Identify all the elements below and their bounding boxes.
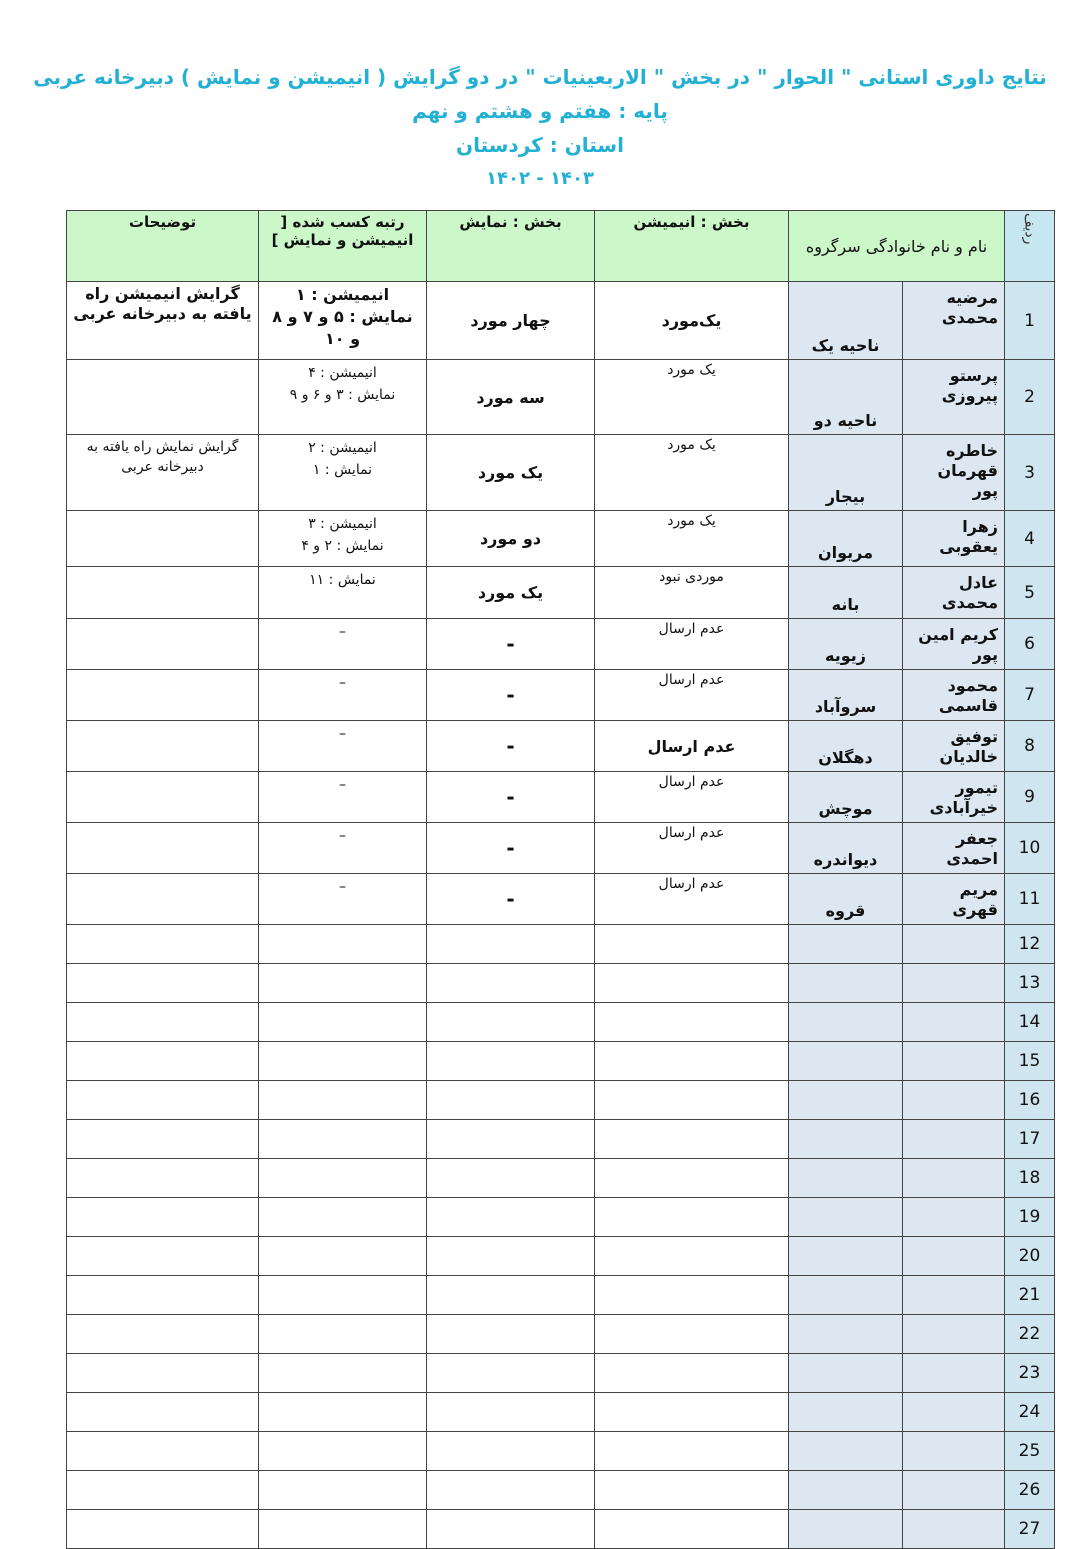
show-count xyxy=(427,1237,595,1276)
region: بیجار xyxy=(789,435,903,511)
region: ناحیه یک xyxy=(789,282,903,360)
page-header xyxy=(0,60,1080,196)
row-number: 22 xyxy=(1005,1315,1055,1354)
animation-count xyxy=(595,1159,789,1198)
col-name: نام و نام خانوادگی سرگروه xyxy=(789,211,1005,282)
show-count: - xyxy=(427,670,595,721)
row-number: 2 xyxy=(1005,360,1055,435)
animation-count: یک مورد xyxy=(595,511,789,567)
rank-cell xyxy=(259,670,427,721)
show-count xyxy=(427,1315,595,1354)
animation-count xyxy=(595,925,789,964)
row-number: 9 xyxy=(1005,772,1055,823)
rank-cell xyxy=(259,874,427,925)
leader-name xyxy=(903,1315,1005,1354)
animation-count xyxy=(595,1276,789,1315)
leader-name xyxy=(903,1081,1005,1120)
description xyxy=(67,1315,259,1354)
animation-count: عدم ارسال xyxy=(595,721,789,772)
animation-count xyxy=(595,1003,789,1042)
rank-show: نمایش : ۳ و ۶ و ۹ xyxy=(289,387,396,403)
row-number: 4 xyxy=(1005,511,1055,567)
region xyxy=(789,925,903,964)
description xyxy=(67,1081,259,1120)
region xyxy=(789,1198,903,1237)
rank-cell xyxy=(259,1237,427,1276)
animation-count xyxy=(595,1393,789,1432)
rank-cell xyxy=(259,1432,427,1471)
region xyxy=(789,1276,903,1315)
show-count xyxy=(427,1120,595,1159)
description xyxy=(67,823,259,874)
show-count xyxy=(427,1276,595,1315)
leader-name: پرستو پیروزی xyxy=(903,360,1005,435)
empty-row xyxy=(67,925,1055,964)
rank-animation: – xyxy=(339,828,346,844)
year-line: ۱۴۰۳ - ۱۴۰۲ xyxy=(486,168,594,189)
col-rank: رتبه کسب شده [ انیمیشن و نمایش ] xyxy=(259,211,427,282)
description xyxy=(67,1042,259,1081)
table-row xyxy=(67,823,1055,874)
description: گرایش نمایش راه یافته به دبیرخانه عربی xyxy=(67,435,259,511)
page-title: نتایج داوری استانی " الحوار " در بخش " الاربعینیات " در دو گرایش ( انیمیشن و نمایش ) دبیرخانه عربی xyxy=(33,65,1047,89)
rank-animation: نمایش : ۱۱ xyxy=(309,572,376,588)
row-number: 8 xyxy=(1005,721,1055,772)
row-number: 3 xyxy=(1005,435,1055,511)
row-number: 17 xyxy=(1005,1120,1055,1159)
leader-name xyxy=(903,964,1005,1003)
rank-cell xyxy=(259,772,427,823)
leader-name xyxy=(903,1432,1005,1471)
row-number: 14 xyxy=(1005,1003,1055,1042)
rank-cell xyxy=(259,1081,427,1120)
empty-row xyxy=(67,1510,1055,1549)
rank-animation: انیمیشن : ۴ xyxy=(308,365,377,381)
rank-cell xyxy=(259,1003,427,1042)
row-number: 13 xyxy=(1005,964,1055,1003)
leader-name: تیمور خیرآبادی xyxy=(903,772,1005,823)
row-number: 1 xyxy=(1005,282,1055,360)
rank-cell xyxy=(259,1315,427,1354)
region xyxy=(789,1237,903,1276)
grade-line: پایه : هفتم و هشتم و نهم xyxy=(412,99,668,123)
table-row xyxy=(67,772,1055,823)
rank-animation: انیمیشن : ۲ xyxy=(308,440,377,456)
rank-cell xyxy=(259,435,427,511)
region: زیویه xyxy=(789,619,903,670)
region xyxy=(789,1510,903,1549)
description xyxy=(67,1237,259,1276)
row-number: 24 xyxy=(1005,1393,1055,1432)
rank-animation: انیمیشن : ۳ xyxy=(308,516,377,532)
animation-count xyxy=(595,1471,789,1510)
empty-row xyxy=(67,1276,1055,1315)
region xyxy=(789,1471,903,1510)
description xyxy=(67,1393,259,1432)
show-count: - xyxy=(427,619,595,670)
rank-animation: – xyxy=(339,777,346,793)
description xyxy=(67,1471,259,1510)
show-count xyxy=(427,1081,595,1120)
description xyxy=(67,721,259,772)
rank-cell xyxy=(259,1120,427,1159)
rank-cell xyxy=(259,1354,427,1393)
region xyxy=(789,1042,903,1081)
rank-cell xyxy=(259,619,427,670)
table-row xyxy=(67,511,1055,567)
animation-count: موردی نبود xyxy=(595,567,789,619)
description xyxy=(67,567,259,619)
region xyxy=(789,1432,903,1471)
leader-name xyxy=(903,1198,1005,1237)
rank-show: نمایش : ۵ و ۷ و ۸ و ۱۰ xyxy=(272,307,413,348)
description xyxy=(67,360,259,435)
rank-cell xyxy=(259,1198,427,1237)
leader-name xyxy=(903,1159,1005,1198)
region: مریوان xyxy=(789,511,903,567)
row-number: 19 xyxy=(1005,1198,1055,1237)
row-number: 10 xyxy=(1005,823,1055,874)
description xyxy=(67,619,259,670)
show-count xyxy=(427,1003,595,1042)
show-count: - xyxy=(427,874,595,925)
empty-row xyxy=(67,1003,1055,1042)
empty-row xyxy=(67,1393,1055,1432)
show-count: - xyxy=(427,721,595,772)
show-count xyxy=(427,1159,595,1198)
show-count: یک مورد xyxy=(427,435,595,511)
region: دیواندره xyxy=(789,823,903,874)
col-description: توضیحات xyxy=(67,211,259,282)
animation-count: عدم ارسال xyxy=(595,772,789,823)
leader-name: مرضیه محمدی xyxy=(903,282,1005,360)
row-number: 5 xyxy=(1005,567,1055,619)
animation-count xyxy=(595,1198,789,1237)
row-number: 12 xyxy=(1005,925,1055,964)
empty-row xyxy=(67,1237,1055,1276)
region xyxy=(789,1003,903,1042)
description xyxy=(67,925,259,964)
row-number: 26 xyxy=(1005,1471,1055,1510)
table-row xyxy=(67,435,1055,511)
rank-cell xyxy=(259,721,427,772)
col-radif: ردیف xyxy=(1005,211,1055,282)
region xyxy=(789,1315,903,1354)
region: موچش xyxy=(789,772,903,823)
animation-count xyxy=(595,1237,789,1276)
region: بانه xyxy=(789,567,903,619)
animation-count xyxy=(595,1354,789,1393)
animation-count xyxy=(595,1510,789,1549)
leader-name: محمود قاسمی xyxy=(903,670,1005,721)
show-count: - xyxy=(427,772,595,823)
region xyxy=(789,964,903,1003)
results-table xyxy=(66,210,1055,1549)
row-number: 6 xyxy=(1005,619,1055,670)
description xyxy=(67,1003,259,1042)
table-row xyxy=(67,874,1055,925)
description xyxy=(67,964,259,1003)
row-number: 18 xyxy=(1005,1159,1055,1198)
rank-animation: – xyxy=(339,879,346,895)
row-number: 27 xyxy=(1005,1510,1055,1549)
empty-row xyxy=(67,964,1055,1003)
region xyxy=(789,1159,903,1198)
rank-animation: – xyxy=(339,726,346,742)
animation-count xyxy=(595,1315,789,1354)
row-number: 15 xyxy=(1005,1042,1055,1081)
rank-show: نمایش : ۲ و ۴ xyxy=(301,538,384,554)
table-row xyxy=(67,721,1055,772)
show-count: سه مورد xyxy=(427,360,595,435)
show-count xyxy=(427,1198,595,1237)
leader-name: خاطره قهرمان پور xyxy=(903,435,1005,511)
animation-count: یک‌مورد xyxy=(595,282,789,360)
description xyxy=(67,1510,259,1549)
rank-cell xyxy=(259,511,427,567)
empty-row xyxy=(67,1198,1055,1237)
description xyxy=(67,1354,259,1393)
empty-row xyxy=(67,1432,1055,1471)
rank-show: نمایش : ۱ xyxy=(312,462,373,478)
rank-cell xyxy=(259,925,427,964)
province-line: استان : کردستان xyxy=(456,133,624,157)
leader-name xyxy=(903,1393,1005,1432)
show-count xyxy=(427,1354,595,1393)
empty-row xyxy=(67,1315,1055,1354)
rank-cell xyxy=(259,567,427,619)
leader-name: مریم قهری xyxy=(903,874,1005,925)
show-count xyxy=(427,1432,595,1471)
region: دهگلان xyxy=(789,721,903,772)
leader-name xyxy=(903,1120,1005,1159)
show-count xyxy=(427,1042,595,1081)
region: قروه xyxy=(789,874,903,925)
region xyxy=(789,1354,903,1393)
empty-row xyxy=(67,1354,1055,1393)
region: ناحیه دو xyxy=(789,360,903,435)
col-animation: بخش : انیمیشن xyxy=(595,211,789,282)
row-number: 11 xyxy=(1005,874,1055,925)
leader-name xyxy=(903,1276,1005,1315)
row-number: 16 xyxy=(1005,1081,1055,1120)
rank-cell xyxy=(259,1276,427,1315)
animation-count xyxy=(595,964,789,1003)
description xyxy=(67,670,259,721)
show-count: - xyxy=(427,823,595,874)
leader-name xyxy=(903,1042,1005,1081)
leader-name: زهرا یعقوبی xyxy=(903,511,1005,567)
animation-count: یک مورد xyxy=(595,360,789,435)
description xyxy=(67,874,259,925)
leader-name: توفیق خالدیان xyxy=(903,721,1005,772)
rank-animation: – xyxy=(339,675,346,691)
row-number: 23 xyxy=(1005,1354,1055,1393)
rank-cell xyxy=(259,282,427,360)
row-number: 21 xyxy=(1005,1276,1055,1315)
rank-animation: انیمیشن : ۱ xyxy=(295,285,390,304)
table-row xyxy=(67,670,1055,721)
col-show: بخش : نمایش xyxy=(427,211,595,282)
row-number: 20 xyxy=(1005,1237,1055,1276)
animation-count xyxy=(595,1081,789,1120)
description xyxy=(67,772,259,823)
show-count xyxy=(427,1471,595,1510)
empty-row xyxy=(67,1159,1055,1198)
leader-name: جعفر احمدی xyxy=(903,823,1005,874)
empty-row xyxy=(67,1081,1055,1120)
region xyxy=(789,1393,903,1432)
region xyxy=(789,1081,903,1120)
animation-count: عدم ارسال xyxy=(595,823,789,874)
leader-name xyxy=(903,1510,1005,1549)
show-count: دو مورد xyxy=(427,511,595,567)
description: گرایش انیمیشن راه یافته به دبیرخانه عربی xyxy=(67,282,259,360)
rank-cell xyxy=(259,1471,427,1510)
description xyxy=(67,1432,259,1471)
rank-cell xyxy=(259,360,427,435)
show-count xyxy=(427,964,595,1003)
show-count xyxy=(427,925,595,964)
row-number: 25 xyxy=(1005,1432,1055,1471)
leader-name xyxy=(903,925,1005,964)
animation-count: عدم ارسال xyxy=(595,619,789,670)
leader-name: کریم امین پور xyxy=(903,619,1005,670)
leader-name xyxy=(903,1354,1005,1393)
rank-cell xyxy=(259,1393,427,1432)
animation-count: عدم ارسال xyxy=(595,670,789,721)
description xyxy=(67,1276,259,1315)
leader-name: عادل محمدی xyxy=(903,567,1005,619)
table-row xyxy=(67,360,1055,435)
animation-count: یک مورد xyxy=(595,435,789,511)
rank-animation: – xyxy=(339,624,346,640)
empty-row xyxy=(67,1042,1055,1081)
animation-count xyxy=(595,1120,789,1159)
show-count xyxy=(427,1393,595,1432)
description xyxy=(67,1159,259,1198)
region: سروآباد xyxy=(789,670,903,721)
description xyxy=(67,511,259,567)
empty-row xyxy=(67,1471,1055,1510)
table-row xyxy=(67,567,1055,619)
description xyxy=(67,1120,259,1159)
animation-count xyxy=(595,1042,789,1081)
leader-name xyxy=(903,1237,1005,1276)
region xyxy=(789,1120,903,1159)
show-count xyxy=(427,1510,595,1549)
row-number: 7 xyxy=(1005,670,1055,721)
header-row xyxy=(67,211,1055,282)
empty-row xyxy=(67,1120,1055,1159)
rank-cell xyxy=(259,1042,427,1081)
rank-cell xyxy=(259,964,427,1003)
rank-cell xyxy=(259,823,427,874)
leader-name xyxy=(903,1003,1005,1042)
rank-cell xyxy=(259,1510,427,1549)
table-row xyxy=(67,282,1055,360)
description xyxy=(67,1198,259,1237)
show-count: یک مورد xyxy=(427,567,595,619)
rank-cell xyxy=(259,1159,427,1198)
animation-count xyxy=(595,1432,789,1471)
leader-name xyxy=(903,1471,1005,1510)
show-count: چهار مورد xyxy=(427,282,595,360)
table-row xyxy=(67,619,1055,670)
animation-count: عدم ارسال xyxy=(595,874,789,925)
